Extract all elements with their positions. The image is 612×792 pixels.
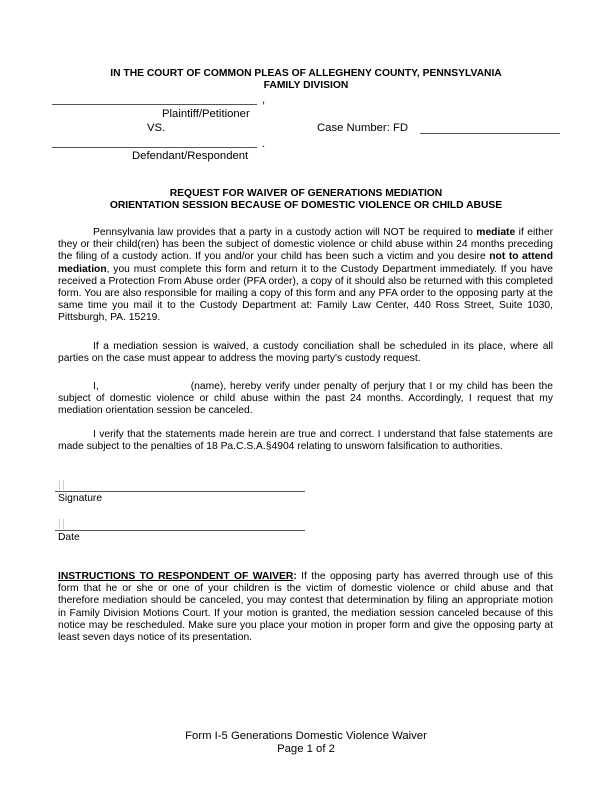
defendant-name-line[interactable] [52,147,257,148]
plaintiff-comma: , [262,94,266,106]
instructions-paragraph [58,571,553,644]
date-field-marker [59,519,64,529]
form-title-line2: ORIENTATION SESSION BECAUSE OF DOMESTIC VIOLENCE OR CHILD ABUSE [109,200,503,211]
form-title-line1: REQUEST FOR WAIVER OF GENERATIONS MEDIATION [169,188,443,199]
defendant-period: . [262,138,266,150]
signature-label: Signature [58,493,103,504]
paragraph-waiver: If a mediation session is waived, a custody conciliation shall be scheduled in its place, where all parties on the case must appear to address the moving party's custody request. [58,341,553,365]
court-heading: IN THE COURT OF COMMON PLEAS OF ALLEGHENY COUNTY, PENNSYLVANIA [110,68,502,79]
date-line[interactable] [55,530,305,531]
p1-not-attend: not to attend mediation [58,251,554,275]
p3-i: I, [93,381,99,392]
defendant-label: Defendant/Respondent [132,150,249,162]
instructions-colon: : [293,571,297,582]
p1-text-a: Pennsylvania law provides that a party in a custody action will NOT be required to [93,227,477,238]
date-label: Date [58,532,80,543]
instructions-heading: INSTRUCTIONS TO RESPONDENT OF WAIVER [58,571,294,582]
paragraph-verification [58,379,553,418]
signature-line[interactable] [55,491,305,492]
p1-mediate: mediate [476,227,516,238]
case-number-label: Case Number: FD [317,122,409,134]
case-number-line[interactable] [420,133,560,134]
p1-text-e: , you must complete this form and return it to the Custody Department immediately. If you have received a Protection From Abuse order (PFA order), a copy of it should also be returned with this completed form. You are also responsible for mailing a copy of this form and any PFA order to the opposing party at the same time you mail it to the Custody Department at: Family Law Center, 440 Ross Street, Suite 1030, Pittsburgh, PA. 15219. [58,263,553,324]
signature-field-marker [59,480,64,490]
instructions-text: If the opposing party has averred through use of this form that he or she or one of your children is the victim of domestic violence or child abuse and that therefore mediation should be canceled, you may contest that determination by filing an appropriate motion in Family Division Motions Court. If your motion is granted, the mediation session canceled because of this notice may be rescheduled. Make sure you place your motion in proper form and give the opposing party at least seven days notice of its presentation. [58,571,554,644]
footer-page-number: Page 1 of 2 [277,743,335,755]
p3-text: (name), hereby verify under penalty of perjury that I or my child has been the subject of domestic violence or child abuse within the past 24 months. Accordingly, I request that my mediation orientation session be canceled. [58,381,553,417]
vs-label: VS. [147,122,166,134]
p1-text-c: if either they or their child(ren) has been the subject of domestic violence or child abuse within 24 months preceding the filing of a custody action. If you and/or your child has been such a victim and you desire [58,227,553,263]
plaintiff-label: Plaintiff/Petitioner [162,108,250,120]
plaintiff-name-line[interactable] [52,104,257,105]
paragraph-statements: I verify that the statements made herein are true and correct. I understand that false statements are made subject to the penalties of 18 Pa.C.S.A.§4904 relating to unsworn falsification to authorities. [58,429,553,453]
name-field[interactable] [99,379,191,389]
division-heading: FAMILY DIVISION [263,80,349,91]
footer-form-name: Form I-5 Generations Domestic Violence Waiver [185,730,427,742]
paragraph-law [58,227,553,325]
